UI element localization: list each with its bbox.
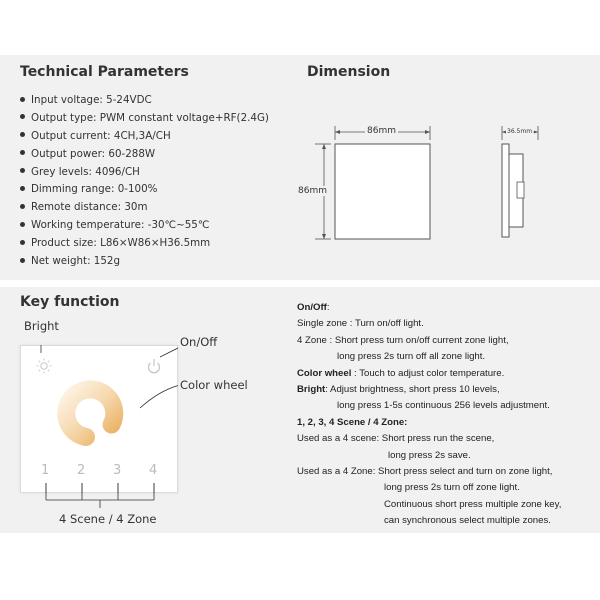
dimension-drawing	[295, 118, 545, 253]
zone-line-2: long press 2s turn off zone light.	[384, 482, 520, 494]
spec-item: Output current: 4CH,3A/CH	[20, 128, 269, 146]
spec-item: Output type: PWM constant voltage+RF(2.4G)	[20, 110, 269, 128]
spec-item: Remote distance: 30m	[20, 199, 269, 217]
spec-item: Product size: L86×W86×H36.5mm	[20, 235, 269, 253]
key-function-heading: Key function	[20, 294, 120, 310]
onoff-title-line: On/Off:	[297, 302, 330, 313]
bullet-icon	[20, 258, 25, 263]
zone-line-4: can synchronous select multiple zones.	[384, 515, 551, 527]
power-icon[interactable]	[149, 359, 160, 373]
bullet-icon	[20, 97, 25, 102]
width-label: 86mm	[367, 126, 396, 136]
technical-parameters-heading: Technical Parameters	[20, 64, 189, 80]
spec-item: Net weight: 152g	[20, 253, 269, 271]
bright-callout: Bright	[24, 319, 59, 333]
onoff-callout-line	[160, 347, 178, 357]
zone-line: Used as a 4 Zone: Short press select and turn on zone light,	[297, 465, 553, 477]
spec-item: Input voltage: 5-24VDC	[20, 92, 269, 110]
bright-line-2: long press 1-5s continuous 256 levels adjustment.	[337, 400, 550, 412]
color-wheel-callout-line	[140, 385, 178, 408]
key-3[interactable]: 3	[113, 463, 122, 478]
key-function-description	[297, 300, 561, 529]
zone-line-3: Continuous short press multiple zone key,	[384, 498, 562, 510]
single-zone-line: Single zone : Turn on/off light.	[297, 318, 424, 330]
bullet-icon	[20, 204, 25, 209]
key-4[interactable]: 4	[149, 463, 158, 478]
bullet-icon	[20, 240, 25, 245]
bullet-icon	[20, 114, 25, 119]
sun-icon[interactable]	[37, 359, 52, 374]
bullet-icon	[20, 168, 25, 173]
depth-label: 36.5mm	[507, 128, 533, 135]
spec-item: Dimming range: 0-100%	[20, 181, 269, 199]
scene-zone-callout: 4 Scene / 4 Zone	[59, 512, 157, 526]
onoff-callout: On/Off	[180, 335, 218, 349]
color-wheel-callout: Color wheel	[180, 378, 248, 392]
bullet-icon	[20, 150, 25, 155]
color-wheel-line: Color wheel : Touch to adjust color temperature.	[297, 367, 505, 379]
dimension-heading: Dimension	[307, 64, 391, 80]
height-label: 86mm	[298, 186, 327, 196]
front-view	[335, 144, 430, 239]
key-2[interactable]: 2	[77, 463, 86, 478]
spec-list	[20, 92, 269, 271]
side-view-plate	[502, 144, 509, 237]
color-wheel[interactable]	[66, 389, 114, 437]
spec-item: Output power: 60-288W	[20, 146, 269, 164]
bright-line: Bright: Adjust brightness, short press 10 levels,	[297, 383, 500, 395]
scene-line: Used as a 4 scene: Short press run the scene,	[297, 433, 495, 445]
four-zone-line-2: long press 2s turn off all zone light.	[337, 351, 486, 363]
spec-item: Grey levels: 4096/CH	[20, 164, 269, 182]
key-1[interactable]: 1	[41, 463, 50, 478]
scene-bracket	[20, 483, 180, 513]
bullet-icon	[20, 132, 25, 137]
scene-line-2: long press 2s save.	[388, 449, 471, 461]
bullet-icon	[20, 222, 25, 227]
four-zone-line: 4 Zone : Short press turn on/off current zone light,	[297, 334, 509, 346]
bullet-icon	[20, 186, 25, 191]
scene-title-line: 1, 2, 3, 4 Scene / 4 Zone:	[297, 416, 408, 428]
spec-item: Working temperature: -30℃~55℃	[20, 217, 269, 235]
